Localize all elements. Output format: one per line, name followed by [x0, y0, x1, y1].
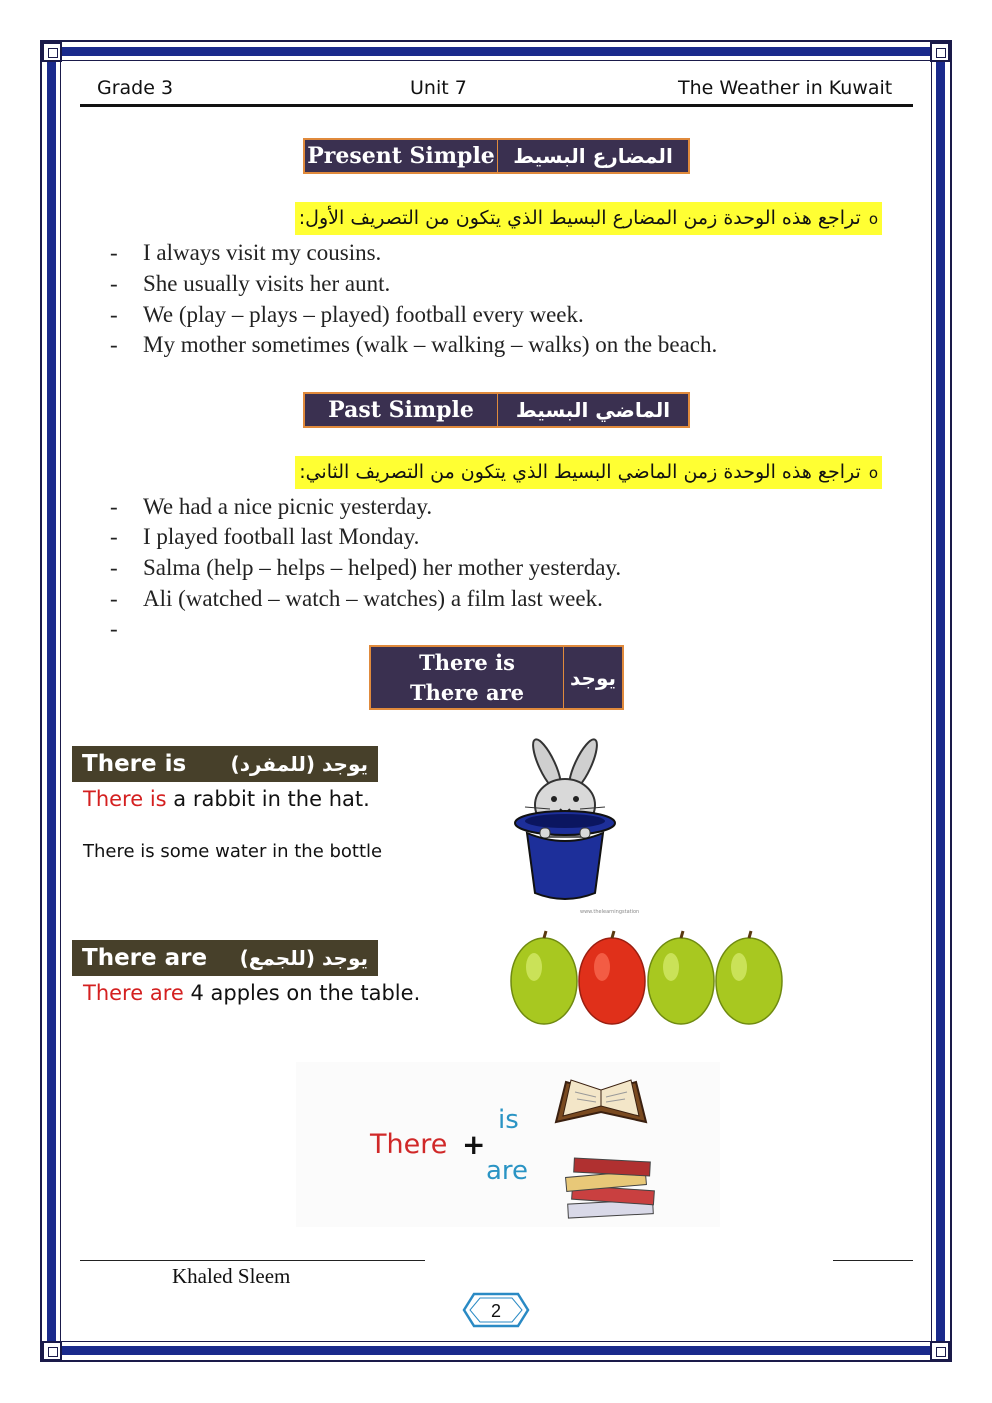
there-is-bar — [72, 746, 378, 782]
past-simple-note-text: تراجع هذه الوحدة زمن الماضي البسيط الذي يتكون من التصريف الثاني: — [299, 461, 861, 483]
past-simple-title-ar: الماضي البسيط — [515, 398, 671, 422]
past-example: - We had a nice picnic yesterday. — [110, 494, 433, 519]
stack-of-books-icon — [558, 1150, 668, 1222]
rabbit-in-hat-image — [505, 735, 625, 903]
page-number-badge — [460, 1290, 532, 1330]
there-are-bar-en: There are — [82, 945, 208, 971]
present-simple-title-ar: المضارع البسيط — [513, 144, 673, 168]
illus-there: There — [370, 1129, 448, 1160]
present-simple-note-text: تراجع هذه الوحدة زمن المضارع البسيط الذي يتكون من التصريف الأول: — [298, 207, 861, 229]
present-simple-title — [303, 138, 690, 174]
present-example: - I always visit my cousins. — [110, 240, 382, 265]
past-simple-title — [303, 392, 690, 428]
present-example: - We (play – plays – played) football every week. — [110, 302, 584, 327]
corner-ornament — [42, 42, 62, 62]
page-number: 2 — [490, 1301, 502, 1321]
there-is-are-illustration — [296, 1062, 720, 1227]
empty-bullet: - — [110, 616, 118, 641]
there-is-are-title — [369, 645, 624, 710]
past-example: - Ali (watched – watch – watches) a film last week. — [110, 586, 603, 611]
illus-are: are — [486, 1156, 529, 1186]
footer-author: Khaled Sleem — [172, 1264, 291, 1288]
footer-rule-right — [833, 1260, 913, 1261]
illus-is: is — [498, 1105, 519, 1135]
there-is-bar-en: There is — [82, 751, 187, 777]
past-simple-title-en: Past Simple — [328, 397, 474, 423]
past-example: - I played football last Monday. — [110, 524, 420, 549]
past-example: - Salma (help – helps – helped) her mother yesterday. — [110, 555, 622, 580]
there-title-en: There is There are — [409, 649, 525, 705]
present-simple-title-en: Present Simple — [307, 143, 495, 169]
present-simple-note — [295, 202, 882, 235]
there-are-bar-ar: يوجد (للجمع) — [239, 946, 368, 970]
footer-rule-left — [80, 1260, 425, 1261]
there-are-example: There are 4 apples on the table. — [83, 981, 421, 1005]
corner-ornament — [930, 42, 950, 62]
there-is-example: There is a rabbit in the hat. — [83, 787, 370, 811]
corner-ornament — [930, 1341, 950, 1361]
past-simple-note — [295, 456, 882, 489]
illus-plus: + — [462, 1128, 486, 1161]
bullet-marker: o — [868, 210, 878, 228]
header-grade: Grade 3 — [97, 77, 174, 99]
present-example: - She usually visits her aunt. — [110, 271, 391, 296]
header-topic: The Weather in Kuwait — [678, 77, 893, 99]
corner-ornament — [42, 1341, 62, 1361]
there-is-example-2: There is some water in the bottle — [83, 841, 383, 862]
there-title-ar: يوجد — [569, 665, 616, 690]
header-rule — [80, 104, 913, 107]
there-are-bar — [72, 940, 378, 976]
there-is-bar-ar: يوجد (للمفرد) — [230, 752, 368, 776]
apples-watermark: www.thelearningstation — [580, 909, 640, 915]
four-apples-image — [506, 905, 786, 1050]
open-book-icon — [551, 1072, 651, 1132]
bullet-marker: o — [868, 464, 878, 482]
header-unit: Unit 7 — [410, 77, 467, 99]
present-example: - My mother sometimes (walk – walking – walks) on the beach. — [110, 332, 718, 357]
